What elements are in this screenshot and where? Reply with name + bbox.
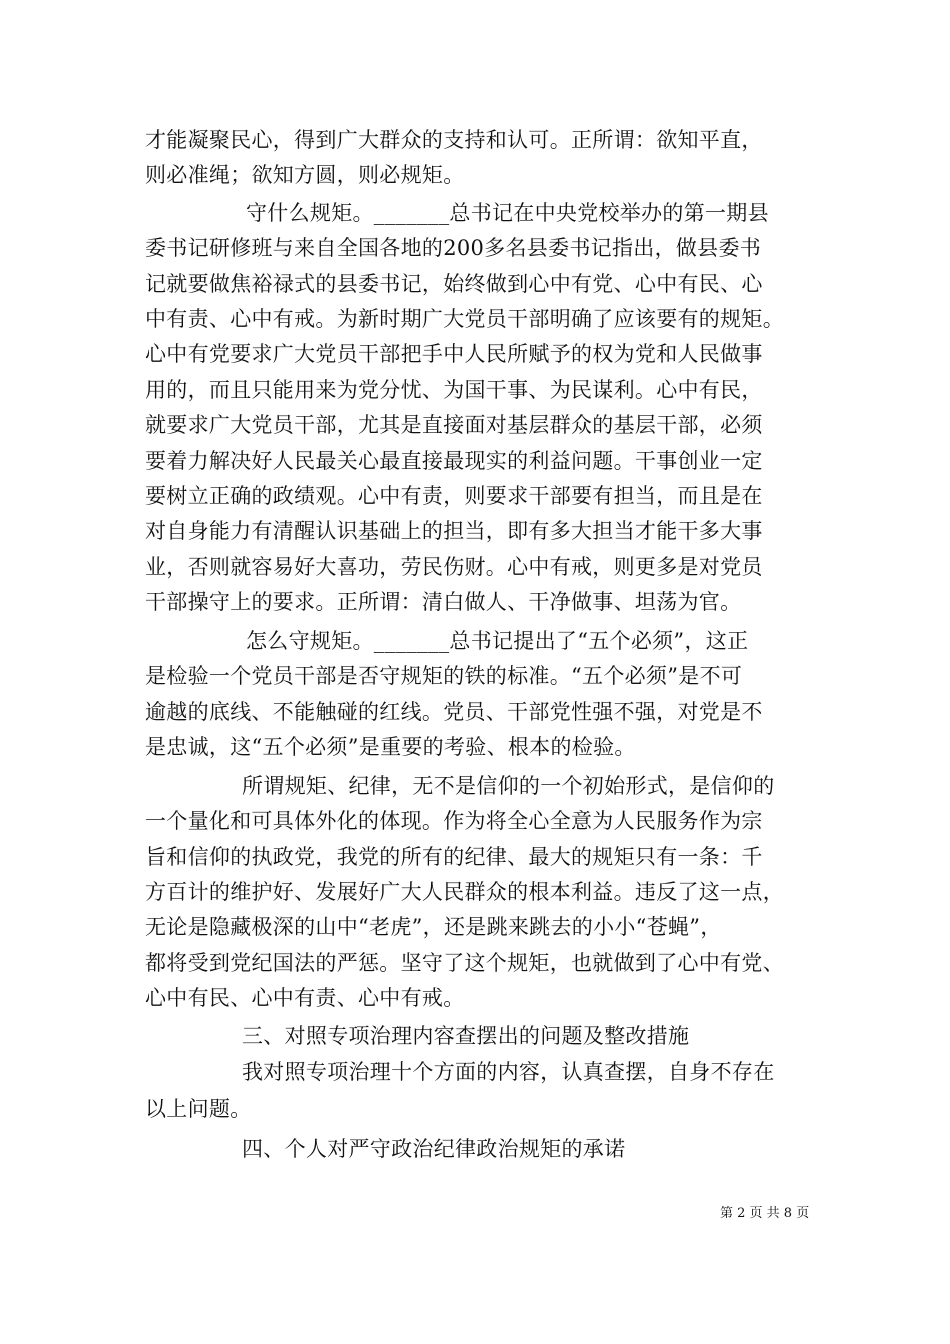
- text-line: 无论是隐藏极深的山中“老虎”，还是跳来跳去的小小“苍蝇”，: [145, 915, 722, 939]
- text-line: 才能凝聚民心，得到广大群众的支持和认可。正所谓：欲知平直，: [145, 128, 763, 152]
- text-line: 旨和信仰的执政党，我党的所有的纪律、最大的规矩只有一条：千: [145, 845, 763, 869]
- text-line: 记就要做焦裕禄式的县委书记，始终做到心中有党、心中有民、心: [145, 272, 763, 296]
- text-line: 一个量化和可具体外化的体现。作为将全心全意为人民服务作为宗: [145, 809, 763, 833]
- text-line: 中有责、心中有戒。为新时期广大党员干部明确了应该要有的规矩。: [145, 307, 784, 331]
- text-line: 是忠诚，这“五个必须”是重要的考验、根本的检验。: [145, 735, 636, 759]
- text-line: 要树立正确的政绩观。心中有责，则要求干部要有担当，而且是在: [145, 484, 763, 508]
- text-line: 逾越的底线、不能触碰的红线。党员、干部党性强不强，对党是不: [145, 700, 763, 724]
- text-line: 心中有民、心中有责、心中有戒。: [145, 986, 465, 1010]
- paragraph-lead-line: 我对照专项治理十个方面的内容，认真查摆，自身不存在: [242, 1060, 775, 1084]
- text-line: 以上问题。: [145, 1097, 252, 1121]
- text-line: 要着力解决好人民最关心最直接最现实的利益问题。干事创业一定: [145, 449, 763, 473]
- text-line: 则必准绳；欲知方圆，则必规矩。: [145, 163, 465, 187]
- text-line: 用的，而且只能用来为党分忧、为国干事、为民谋利。心中有民，: [145, 378, 763, 402]
- text-line: 对自身能力有清醒认识基础上的担当，即有多大担当才能干多大事: [145, 519, 763, 543]
- text-line: 都将受到党纪国法的严惩。坚守了这个规矩，也就做到了心中有党、: [145, 951, 784, 975]
- section-lead-line: 怎么守规矩。_______总书记提出了“五个必须”，这正: [246, 629, 749, 653]
- text-line: 就要求广大党员干部，尤其是直接面对基层群众的基层干部，必须: [145, 413, 763, 437]
- page-number-footer: 第 2 页 共 8 页: [720, 1206, 810, 1221]
- section-lead-line: 守什么规矩。_______总书记在中央党校举办的第一期县: [246, 201, 769, 225]
- text-line: 是检验一个党员干部是否守规矩的铁的标准。“五个必须”是不可: [145, 664, 743, 688]
- text-line: 委书记研修班与来自全国各地的200多名县委书记指出，做县委书: [145, 236, 762, 260]
- text-line: 业，否则就容易好大喜功，劳民伤财。心中有戒，则更多是对党员: [145, 555, 763, 579]
- paragraph-lead-line: 所谓规矩、纪律，无不是信仰的一个初始形式，是信仰的: [242, 774, 775, 798]
- text-line: 干部操守上的要求。正所谓：清白做人、干净做事、坦荡为官。: [145, 590, 742, 614]
- text-line: 心中有党要求广大党员干部把手中人民所赋予的权为党和人民做事: [145, 342, 763, 366]
- text-line: 方百计的维护好、发展好广大人民群众的根本利益。违反了这一点，: [145, 880, 784, 904]
- section-heading: 四、个人对严守政治纪律政治规矩的承诺: [242, 1137, 626, 1161]
- section-heading: 三、对照专项治理内容查摆出的问题及整改措施: [242, 1024, 690, 1048]
